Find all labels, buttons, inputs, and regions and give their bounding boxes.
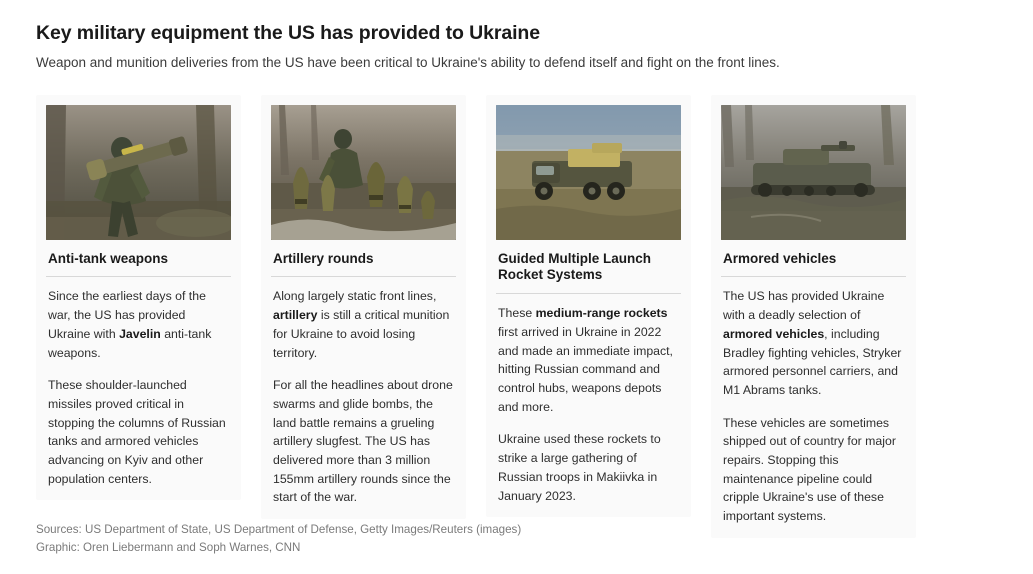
card-artillery-rounds [261, 95, 466, 519]
armored-fighting-vehicle-photo [721, 105, 906, 240]
card-armored-vehicles [711, 95, 916, 538]
card-guided-multiple-launch-rocket-systems [486, 95, 691, 518]
card-paragraph: These shoulder-launched missiles proved critical in stopping the columns of Russian tanks and armored vehicles advancing on Kyiv and other population centers. [48, 378, 226, 486]
card-body [721, 287, 906, 525]
card-title: Armored vehicles [721, 240, 906, 278]
sources-line: Sources: US Department of State, US Department of Defense, Getty Images/Reuters (images) [36, 522, 522, 536]
card-body [496, 304, 681, 505]
card-paragraph: For all the headlines about drone swarms and glide bombs, the land battle remains a grueling artillery slugfest. The US has delivered more than 3 million 155mm artillery rounds since the start of the war. [273, 378, 453, 505]
card-paragraph: These vehicles are sometimes shipped out of country for major repairs. Stopping this maintenance pipeline could cripple Ukraine's use of these important systems. [723, 415, 896, 524]
card-title: Artillery rounds [271, 240, 456, 278]
card-anti-tank-weapons [36, 95, 241, 501]
card-body [271, 287, 456, 507]
card-paragraph: Along largely static front lines, artillery is still a critical munition for Ukraine to avoid losing territory. [273, 289, 450, 360]
page-subtitle: Weapon and munition deliveries from the US have been critical to Ukraine's ability to defend itself and fight on the front lines. [36, 55, 780, 71]
page-title: Key military equipment the US has provided to Ukraine [36, 22, 540, 44]
soldier-with-artillery-shells-photo [271, 105, 456, 240]
card-title: Anti-tank weapons [46, 240, 231, 278]
graphic-credit-line: Graphic: Oren Liebermann and Soph Warnes, CNN [36, 541, 301, 555]
card-list [36, 95, 997, 538]
soldier-carrying-anti-tank-launcher-photo [46, 105, 231, 240]
card-title: Guided Multiple Launch Rocket Systems [496, 240, 681, 295]
card-paragraph: Since the earliest days of the war, the US has provided Ukraine with Javelin anti-tank weapons. [48, 289, 212, 360]
card-body [46, 287, 231, 488]
card-paragraph: These medium-range rockets first arrived in Ukraine in 2022 and made an immediate impact, hitting Russian command and control hubs, weapons depots and more. [498, 306, 673, 414]
card-paragraph: Ukraine used these rockets to strike a large gathering of Russian troops in Makiivka in January 2023. [498, 432, 661, 503]
card-paragraph: The US has provided Ukraine with a deadly selection of armored vehicles, including Bradley fighting vehicles, Stryker armored personnel carriers, and M1 Abrams tanks. [723, 289, 902, 397]
himars-rocket-launcher-vehicle-photo [496, 105, 681, 240]
footer-credits [36, 521, 521, 558]
